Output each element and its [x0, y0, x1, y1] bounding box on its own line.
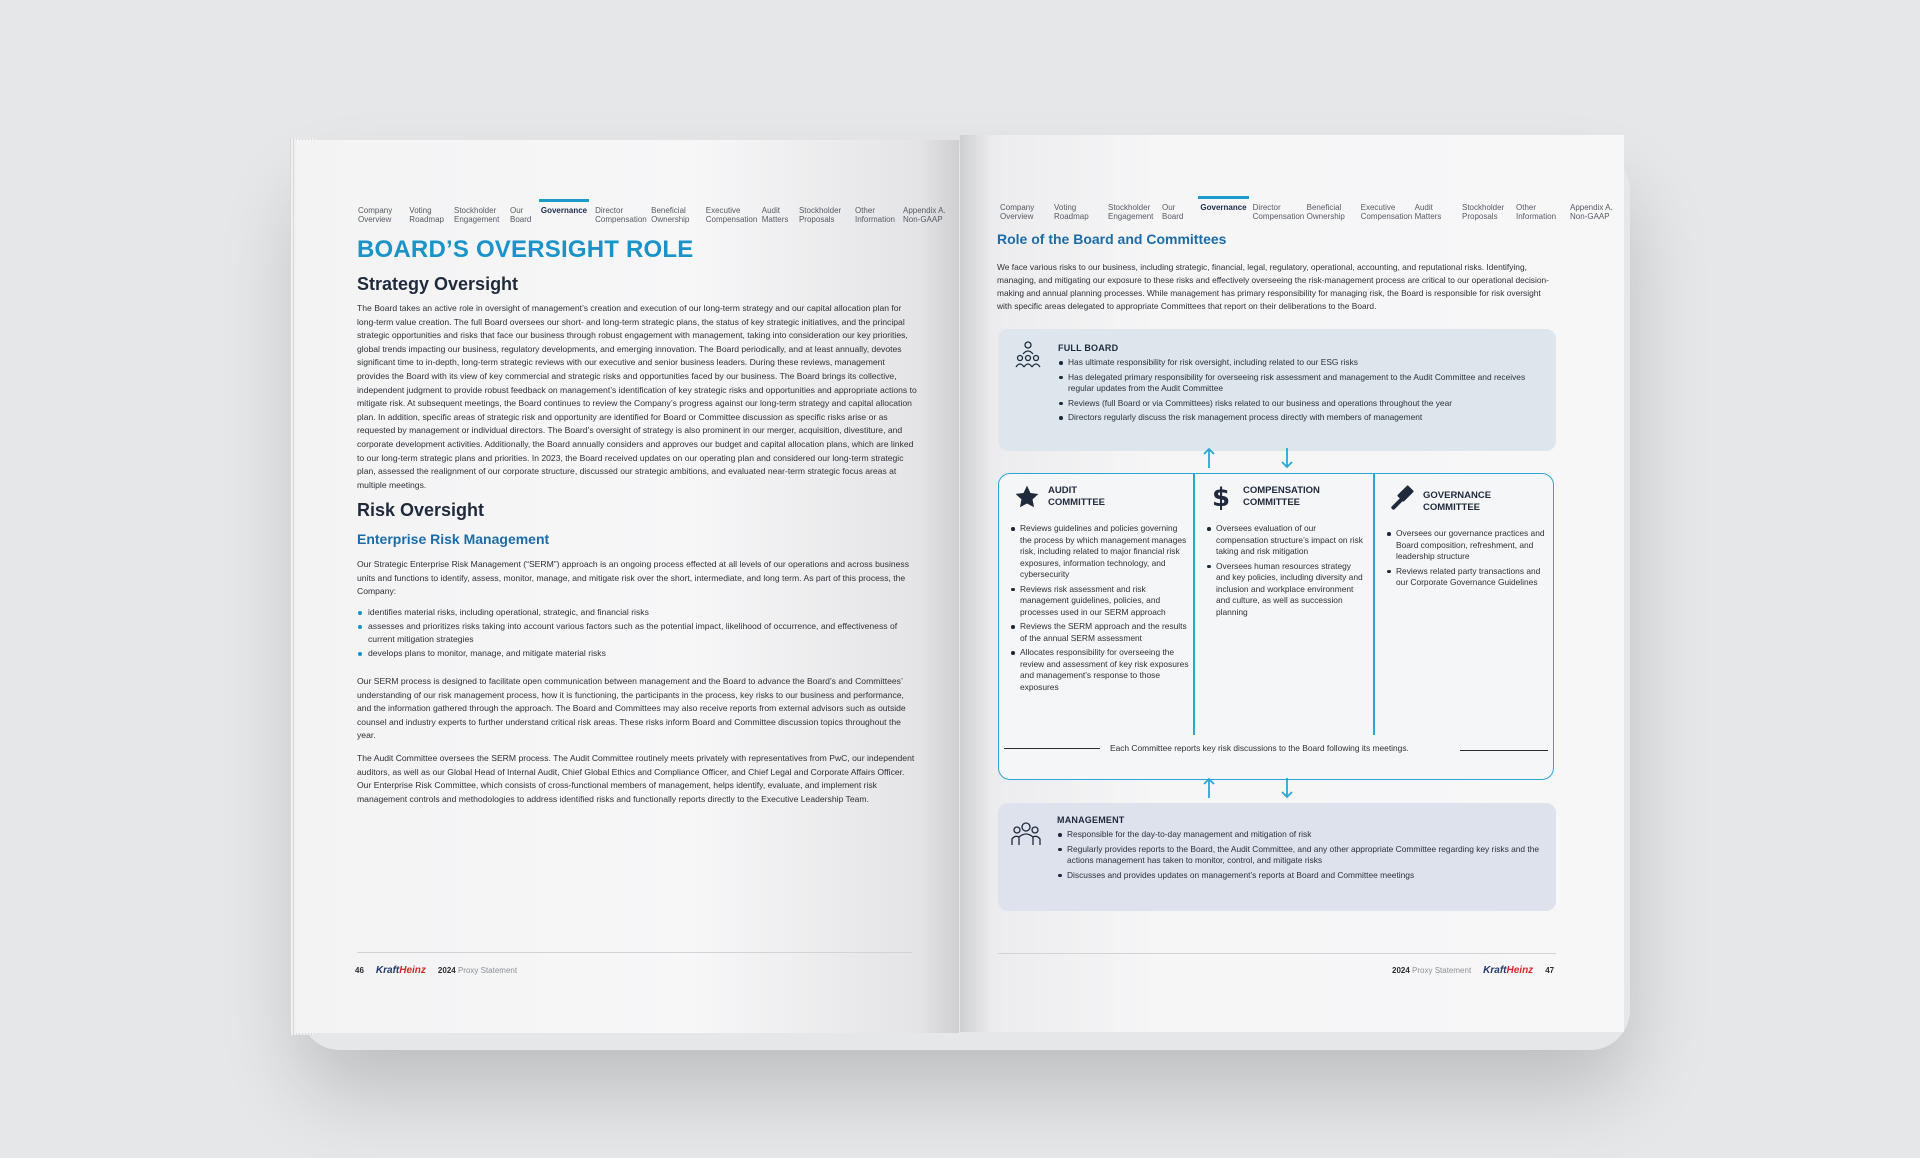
full-board-list: [1058, 357, 1538, 427]
svg-text:$: $: [1211, 483, 1231, 510]
erm-bullets: [357, 606, 917, 660]
doc-label: 2024 Proxy Statement: [437, 966, 518, 975]
audit-committee-title: AUDIT COMMITTEE: [1048, 485, 1105, 508]
full-board-title: FULL BOARD: [1058, 343, 1119, 353]
nav-item-stockholder-engagement[interactable]: Stockholder Engagement: [1108, 203, 1154, 221]
footer-divider: [357, 952, 912, 953]
management-list: [1057, 829, 1542, 884]
nav-item-appendix-a-non-gaap[interactable]: Appendix A. Non-GAAP: [1570, 203, 1613, 221]
role-heading: Role of the Board and Committees: [997, 231, 1227, 247]
column-divider: [1193, 473, 1195, 735]
arrow-up-icon: [1203, 447, 1215, 469]
list-item: Reviews (full Board or via Committees) risks related to our business and operations throughout the year: [1058, 398, 1538, 410]
nav-item-audit-matters[interactable]: Audit Matters: [1414, 203, 1442, 221]
audit-committee-list: [1010, 523, 1190, 696]
note-line-right: [1460, 750, 1548, 751]
doc-label: 2024 Proxy Statement: [1392, 966, 1472, 975]
list-item: Oversees our governance practices and Board composition, refreshment, and leadership structure: [1386, 528, 1546, 563]
list-item: Regularly provides reports to the Board, the Audit Committee, and any other appropriate Committee regarding key risks and the actions management has taken to monitor, control, and mitigate risks: [1057, 844, 1542, 867]
footer: [355, 965, 517, 976]
left-page: [296, 140, 959, 1033]
management-title: MANAGEMENT: [1057, 815, 1125, 825]
list-item: Has delegated primary responsibility for overseeing risk assessment and management to the Audit Committee and receives regular updates from the Audit Committee: [1058, 372, 1538, 395]
list-item: Reviews risk assessment and risk management guidelines, policies, and processes used in our SERM approach: [1010, 584, 1190, 619]
nav-item-beneficial-ownership[interactable]: Beneficial Ownership: [651, 206, 690, 224]
page-title: BOARD’S OVERSIGHT ROLE: [357, 236, 694, 263]
nav-item-governance[interactable]: Governance: [1200, 199, 1246, 221]
nav-item-voting-roadmap[interactable]: Voting Roadmap: [1054, 203, 1089, 221]
strategy-heading: Strategy Oversight: [357, 274, 519, 294]
note-line-left: [1004, 748, 1100, 749]
list-item: Reviews related party transactions and our Corporate Governance Guidelines: [1386, 566, 1546, 589]
section-nav: [358, 202, 959, 224]
nav-item-beneficial-ownership[interactable]: Beneficial Ownership: [1306, 203, 1345, 221]
erm-intro: Our Strategic Enterprise Risk Management (“SERM”) approach is an ongoing process effected at all levels of our operations and across business units and functions to identify, assess, monitor, manage, and mitigate risk over the short, intermediate, and long term. As part of this process, the Company:: [357, 559, 910, 597]
list-item: Discusses and provides updates on management’s reports at Board and Committee meetings: [1057, 870, 1542, 882]
nav-item-appendix-a-non-gaap[interactable]: Appendix A. Non-GAAP: [902, 206, 946, 224]
arrow-up-icon: [1203, 777, 1215, 799]
column-divider: [1373, 473, 1375, 735]
nav-item-stockholder-engagement[interactable]: Stockholder Engagement: [453, 206, 500, 224]
page-number: 46: [355, 966, 364, 975]
nav-item-other-information[interactable]: Other Information: [1516, 203, 1557, 221]
brand-logo: KraftHeinz: [1483, 965, 1534, 976]
compensation-committee-list: [1206, 523, 1366, 621]
nav-item-our-board[interactable]: Our Board: [509, 206, 532, 224]
nav-item-governance[interactable]: Governance: [541, 202, 587, 224]
nav-item-audit-matters[interactable]: Audit Matters: [761, 206, 789, 224]
list-item: Allocates responsibility for overseeing the review and assessment of key risk exposures and management’s response to those exposures: [1010, 647, 1190, 693]
list-item: assesses and prioritizes risks taking into account various factors such as the potential impact, likelihood of occurrence, and effectiveness of current mitigation strategies: [357, 620, 917, 647]
nav-item-company-overview[interactable]: Company Overview: [358, 206, 393, 224]
list-item: identifies material risks, including operational, strategic, and financial risks: [357, 606, 917, 620]
list-item: Oversees evaluation of our compensation structure’s impact on risk taking and risk mitigation: [1206, 523, 1366, 558]
list-item: Has ultimate responsibility for risk oversight, including related to our ESG risks: [1058, 357, 1538, 369]
committee-note: Each Committee reports key risk discussions to the Board following its meetings.: [1110, 743, 1409, 753]
section-nav: [1000, 199, 1624, 221]
erm-heading: Enterprise Risk Management: [357, 531, 550, 547]
governance-committee-list: [1386, 528, 1546, 592]
risk-heading: Risk Oversight: [357, 500, 485, 520]
star-icon: [1014, 484, 1040, 510]
right-page: [960, 135, 1624, 1032]
nav-item-stockholder-proposals[interactable]: Stockholder Proposals: [798, 206, 842, 224]
full-board-box: [998, 329, 1556, 451]
nav-item-executive-compensation[interactable]: Executive Compensation: [705, 206, 758, 224]
nav-item-other-information[interactable]: Other Information: [854, 206, 895, 224]
nav-item-company-overview[interactable]: Company Overview: [1000, 203, 1035, 221]
compensation-committee-title: COMPENSATION COMMITTEE: [1243, 485, 1320, 508]
list-item: Directors regularly discuss the risk management process directly with members of management: [1058, 412, 1538, 424]
nav-item-director-compensation[interactable]: Director Compensation: [595, 206, 647, 224]
nav-item-voting-roadmap[interactable]: Voting Roadmap: [409, 206, 444, 224]
list-item: Responsible for the day-to-day management and mitigation of risk: [1057, 829, 1542, 841]
list-item: develops plans to monitor, manage, and mitigate material risks: [357, 647, 917, 661]
brand-logo: KraftHeinz: [375, 965, 426, 976]
list-item: Reviews guidelines and policies governing the process by which management manages risk, including related to major financial risk exposures, information technology, and cybersecurity: [1010, 523, 1190, 581]
page-number: 47: [1545, 966, 1555, 975]
footer-divider: [998, 953, 1556, 954]
role-intro: We face various risks to our business, including strategic, financial, legal, regulatory, operational, accounting, and reputational risks. Identifying, managing, and mitigating our exposure to these risks and effectively overseeing the risk-management process are critical to our operational decision-making and annual planning processes. While management has primary responsibility for managing risk, the Board is responsible for risk oversight with specific areas delegated to appropriate Committees that report on their deliberations to the Board.: [997, 262, 1549, 311]
footer: [1392, 965, 1554, 976]
nav-item-director-compensation[interactable]: Director Compensation: [1252, 203, 1305, 221]
list-item: Reviews the SERM approach and the results of the annual SERM assessment: [1010, 621, 1190, 644]
nav-item-stockholder-proposals[interactable]: Stockholder Proposals: [1462, 203, 1505, 221]
team-icon: [1011, 821, 1041, 847]
management-box: [998, 803, 1556, 911]
serm-text: Our SERM process is designed to facilitate open communication between management and the Board to advance the Board’s and Committees’ understanding of our risk management process, how it is functioning, the participants in the process, key risks to our business and performance, and the information gathered through the approach. The Board and Committees may also receive reports from external advisors such as outside counsel and industry experts to further understand critical risk areas. These risks inform Board and Committee discussion topics throughout the year.: [357, 676, 906, 741]
board-people-icon: [1015, 341, 1041, 369]
list-item: Oversees human resources strategy and key policies, including diversity and inclusion and workplace environment and culture, as well as succession planning: [1206, 561, 1366, 619]
gavel-icon: [1388, 485, 1416, 513]
governance-committee-title: GOVERNANCE COMMITTEE: [1423, 490, 1492, 513]
audit-text: The Audit Committee oversees the SERM process. The Audit Committee routinely meets privately with representatives from PwC, our independent auditors, as well as our Global Head of Internal Audit, Chief Global Ethics and Compliance Officer, and Chief Legal and Corporate Affairs Officer. Our Enterprise Risk Committee, which consists of cross-functional members of management, helps identify, evaluate, and implement risk management controls and methodologies to address identified risks and functionally reports directly to the Executive Leadership Team.: [357, 753, 915, 804]
dollar-icon: [1210, 482, 1232, 510]
strategy-text: The Board takes an active role in oversight of management’s creation and execution of our long-term strategy and our capital allocation plan for long-term value creation. The full Board oversees our short- and long-term strategic plans, the status of key strategic initiatives, and the principal strategic opportunities and risks that face our business through robust engagement with management, taking into consideration our key priorities, global trends impacting our business, regulatory developments, and emerging innovation. The Board periodically, and at least annually, devotes significant time to in-depth, long-term strategic reviews with our executive and senior business leaders. During these reviews, management provides the Board with its view of key commercial and strategic risks and opportunities faced by our business. The Board brings its collective, independent judgment to provide robust feedback on management’s identification of key strategic risks and opportunities and appropriate actions to mitigate risk. At subsequent meetings, the Board continues to review the Company’s progress against our long-term strategy and capital allocation plan. In addition, specific areas of strategic risk and opportunity are identified for Board or Committee discussion as specific risks arise or as requested by management or individual directors. The Board’s oversight of strategy is also prominent in our merger, acquisition, divestiture, and corporate development activities. Additionally, the Board annually considers and approves our budget and capital allocation plans, which are linked to our long-term strategic plans and priorities. In 2023, the Board received updates on our operating plan and considered our long-term strategic plan, assessed the realignment of our corporate structure, discussed our strategic ambitions, and evaluated near-term strategic focus areas at multiple meetings.: [357, 303, 917, 490]
arrow-down-icon: [1281, 447, 1293, 469]
arrow-down-icon: [1281, 777, 1293, 799]
nav-item-our-board[interactable]: Our Board: [1162, 203, 1184, 221]
nav-item-executive-compensation[interactable]: Executive Compensation: [1360, 203, 1413, 221]
